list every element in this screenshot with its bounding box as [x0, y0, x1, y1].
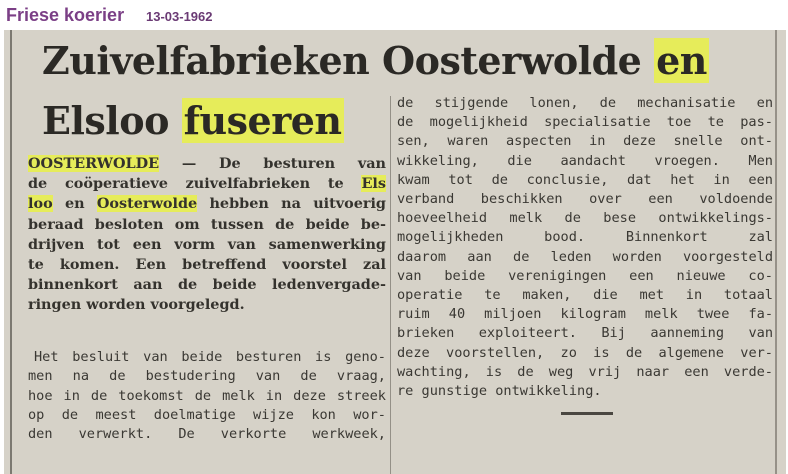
body-line: sen, waren aspecten in deze snelle ont- — [397, 133, 773, 150]
body-line: verband beschikken over een voldoende — [397, 191, 773, 208]
right-column-rule — [775, 30, 777, 474]
lead-line: beraad besloten om tussen de beide be- — [28, 215, 386, 233]
lead-line: te komen. Een betreffend voorstel zal — [28, 256, 386, 274]
article-end-rule — [561, 412, 613, 415]
body-line: mogelijkheden bood. Binnenkort zal — [397, 229, 773, 246]
body-line: van beide verenigingen een nieuwe co- — [397, 267, 773, 284]
body-line: wachting, is de weg vrij naar een verde- — [397, 363, 773, 380]
headline-part-2: Elsloo — [42, 98, 182, 143]
body-line: ruim 40 miljoen kilogram melk twee fa- — [397, 306, 773, 323]
lead-line: ringen worden voorgelegd. — [28, 296, 245, 314]
body-line: den verwerkt. De verkorte werkweek, — [28, 426, 386, 443]
lead-line: OOSTERWOLDE — De besturen van — [28, 155, 386, 172]
source-header — [0, 0, 788, 30]
publication-date: 13-03-1962 — [146, 9, 213, 24]
lead-line: binnenkort aan de beide ledenvergade- — [28, 276, 386, 294]
body-line: de stijgende lonen, de mechanisatie en — [397, 95, 773, 111]
lead-paragraph — [28, 154, 386, 316]
newspaper-name: Friese koerier — [6, 5, 125, 25]
highlight-els: Els — [361, 175, 386, 193]
body-line: daarom aan de leden worden voorgesteld — [397, 248, 773, 265]
body-line: hoe in de toekomst de melk in deze streek — [28, 387, 386, 404]
body-paragraph-left — [28, 348, 386, 444]
body-line: hoeveelheid melk de bese ontwikkelings- — [397, 210, 773, 227]
headline-highlight-en: en — [656, 38, 707, 83]
lead-line: de coöperatieve zuivelfabrieken te Els — [28, 175, 386, 193]
left-column-rule — [10, 30, 12, 474]
body-line: men na de bestudering van de vraag, — [28, 368, 386, 385]
body-paragraph-right — [397, 94, 773, 401]
body-line: deze voorstellen, zo is de algemene ver- — [397, 344, 773, 361]
body-line: brieken exploiteert. Bij aanneming van — [397, 325, 773, 342]
lead-line: drijven tot een vorm van samenwerking — [28, 235, 386, 253]
newspaper-clipping — [4, 30, 786, 474]
dateline-oosterwolde: OOSTERWOLDE — [28, 155, 160, 172]
body-line: wikkeling, die aandacht vroegen. Men — [397, 152, 773, 169]
lead-line: loo en Oosterwolde hebben na uitvoerig — [28, 195, 386, 213]
headline-highlight-fuseren: fuseren — [183, 98, 342, 143]
highlight-oosterwolde: Oosterwolde — [96, 195, 198, 213]
headline-line-1 — [42, 38, 709, 83]
headline-part-1: Zuivelfabrieken Oosterwolde — [42, 38, 655, 83]
column-divider — [390, 96, 391, 474]
body-line: kwam tot de conclusie, dat het in een — [397, 171, 773, 188]
body-line: de mogelijkheid specialisatie toe te pas- — [397, 114, 773, 131]
body-line: Het besluit van beide besturen is geno- — [34, 349, 386, 365]
body-line: re gunstige ontwikkeling. — [397, 383, 602, 400]
body-line: operatie te maken, die met in totaal — [397, 287, 773, 304]
highlight-loo: loo — [28, 195, 53, 213]
headline-line-2 — [42, 98, 344, 143]
body-line: op de meest doelmatige wijze kon wor- — [28, 406, 386, 423]
